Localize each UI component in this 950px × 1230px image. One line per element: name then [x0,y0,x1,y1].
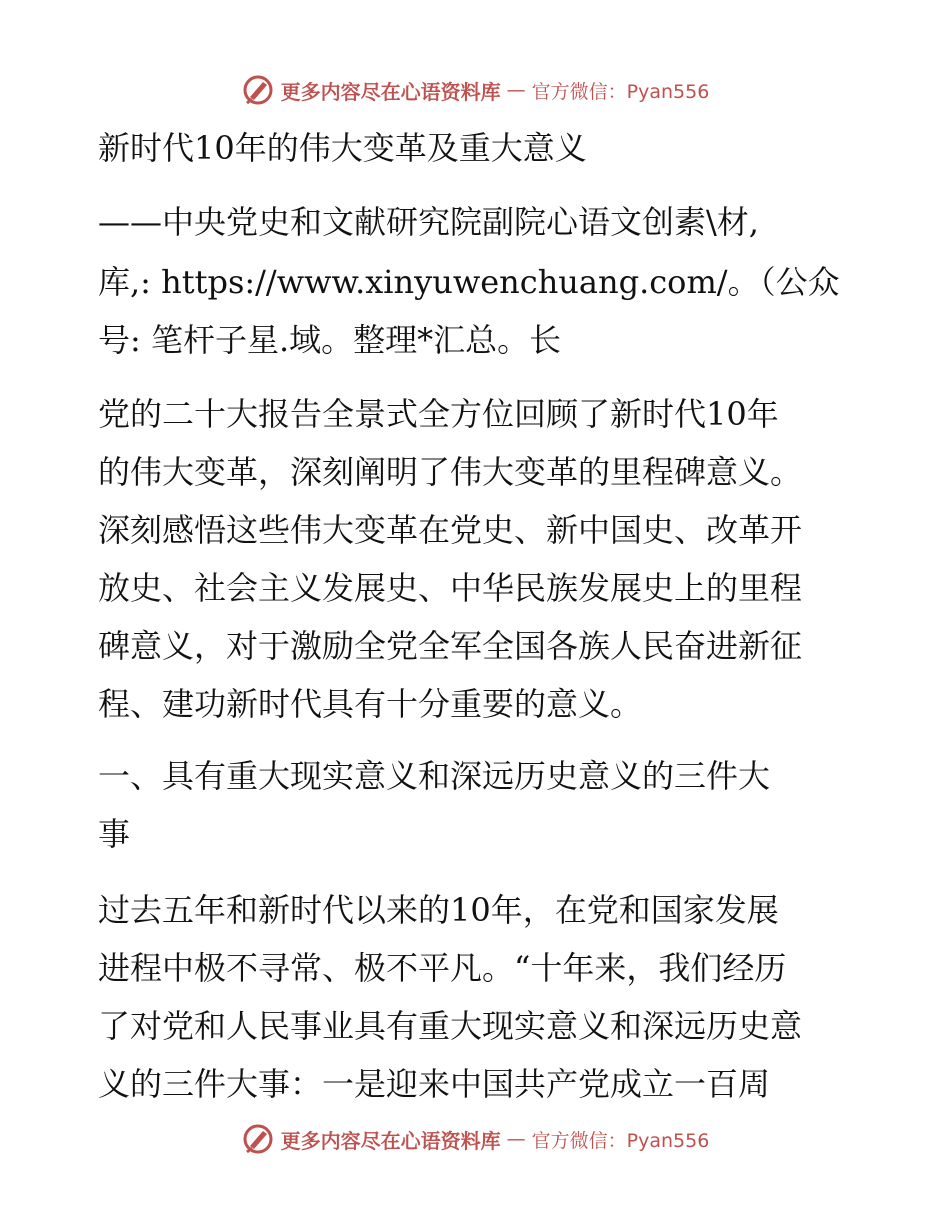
footer-watermark-banner [0,1121,950,1157]
section-heading-line: 一、具有重大现实意义和深远历史意义的三件大 [98,757,771,795]
paragraph-line: 放史、社会主义发展史、中华民族发展史上的里程 [98,569,803,607]
subtitle-line: 库,: https://www.xinyuwenchuang.com/。（公众 [98,263,840,301]
paragraph-line: 党的二十大报告全景式全方位回顾了新时代10年 [98,395,779,433]
paragraph-line: 义的三件大事：一是迎来中国共产党成立一百周 [98,1065,771,1103]
paragraph-line: 程、建功新时代具有十分重要的意义。 [98,685,643,723]
paragraph-line: 的伟大变革，深刻阐明了伟大变革的里程碑意义。 [98,453,803,491]
pen-logo-icon [241,73,275,107]
paragraph-line: 进程中极不寻常、极不平凡。“十年来，我们经历 [98,949,787,987]
paragraph-line: 过去五年和新时代以来的10年，在党和国家发展 [98,891,779,929]
subtitle-line: ——中央党史和文献研究院副院心语文创素\材, [98,203,759,241]
paragraph-line: 深刻感悟这些伟大变革在党史、新中国史、改革开 [98,511,803,549]
header-watermark-banner [0,72,950,108]
banner-wechat-text: 官方微信：Pyan556 [531,1129,710,1152]
subtitle-line: 号: 笔杆子星.域。整理*汇总。长 [98,321,562,359]
banner-brand-text: 更多内容尽在心语资料库 [280,79,501,104]
section-heading-line: 事 [98,815,131,853]
banner-brand-text: 更多内容尽在心语资料库 [280,1128,501,1153]
banner-separator: — [506,1128,526,1150]
banner-separator: — [506,79,526,101]
paragraph-line: 了对党和人民事业具有重大现实意义和深远历史意 [98,1007,803,1045]
document-title: 新时代10年的伟大变革及重大意义 [98,129,587,167]
paragraph-line: 碑意义，对于激励全党全军全国各族人民奋进新征 [98,627,803,665]
pen-logo-icon [241,1122,275,1156]
banner-wechat-text: 官方微信：Pyan556 [531,80,710,103]
